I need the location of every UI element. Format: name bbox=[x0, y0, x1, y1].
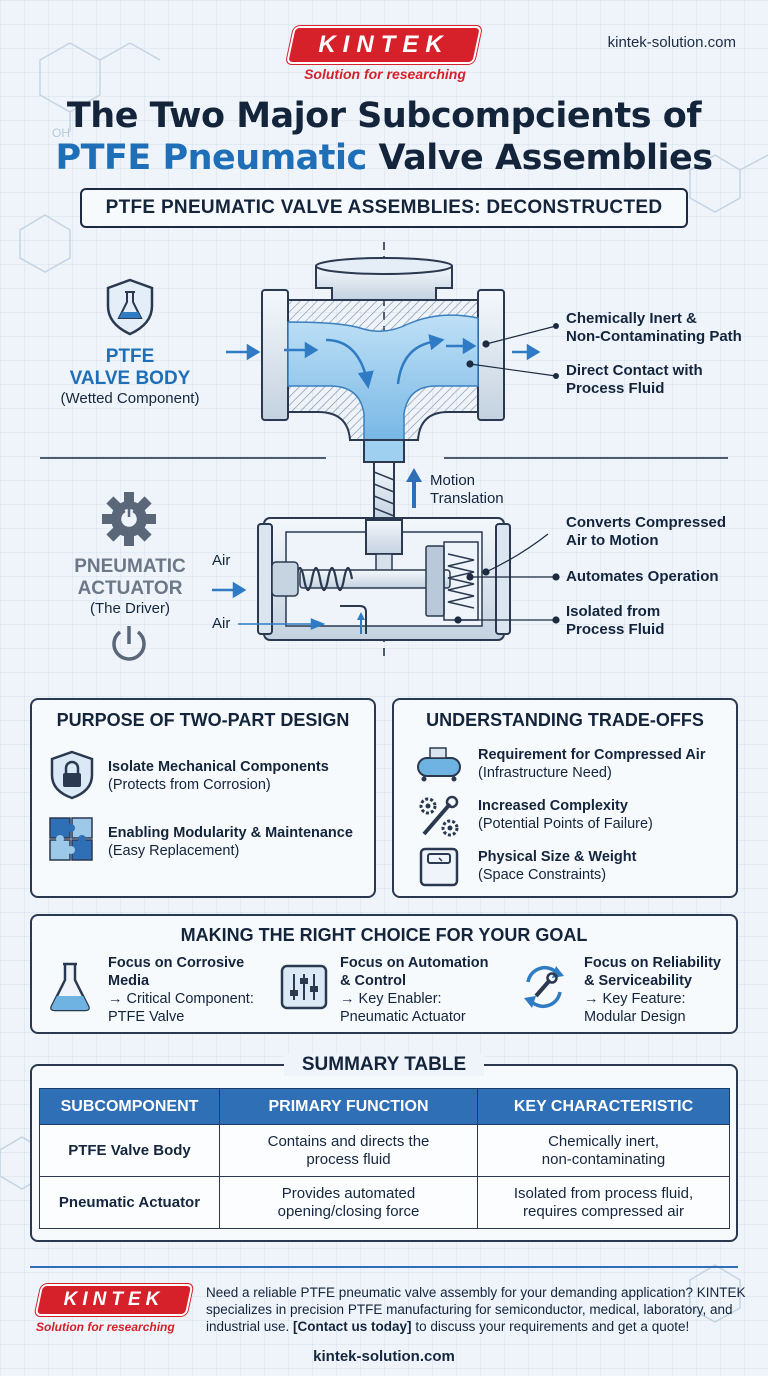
page-title-line2 bbox=[0, 138, 768, 178]
kintek-logo[interactable] bbox=[292, 28, 476, 62]
actuator-callout-3: Isolated from Process Fluid bbox=[566, 603, 665, 638]
tradeoff-item-1-sub: (Infrastructure Need) bbox=[478, 765, 612, 781]
gears-wrench-icon bbox=[416, 794, 462, 838]
footer-kintek-logo[interactable] bbox=[40, 1286, 188, 1314]
valve-callout-1: Chemically Inert & Non-Contaminating Path bbox=[566, 310, 742, 345]
subtitle-banner: PTFE PNEUMATIC VALVE ASSEMBLIES: DECONSTRUCTED bbox=[80, 188, 688, 228]
purpose-item-2-sub: (Easy Replacement) bbox=[108, 843, 240, 859]
title-rest: Valve Assemblies bbox=[366, 138, 713, 178]
valve-body-name-line2: VALVE BODY bbox=[69, 368, 191, 389]
footer-website-link[interactable]: kintek-solution.com bbox=[313, 1348, 455, 1365]
tradeoff-item-1-title: Requirement for Compressed Air bbox=[478, 747, 706, 763]
choice-item-2-sub: → Key Enabler: Pneumatic Actuator bbox=[340, 991, 466, 1025]
choice-item-2-title: Focus on Automation & Control bbox=[340, 955, 489, 989]
tradeoff-item-3-sub: (Space Constraints) bbox=[478, 867, 607, 883]
logo-tagline: Solution for researching bbox=[304, 66, 466, 82]
valve-body-name-line1: PTFE bbox=[105, 346, 155, 367]
valve-callout-2: Direct Contact with Process Fluid bbox=[566, 362, 703, 397]
valve-body-sub: (Wetted Component) bbox=[60, 390, 200, 407]
footer-logo-tagline: Solution for researching bbox=[36, 1320, 175, 1334]
choice-item-1-sub: → Critical Component: PTFE Valve bbox=[108, 991, 254, 1025]
website-link[interactable]: kintek-solution.com bbox=[607, 34, 736, 51]
choice-item-1-title: Focus on Corrosive Media bbox=[108, 955, 245, 989]
page-title-line1: The Two Major Subcompcients of bbox=[66, 96, 702, 136]
compressor-icon bbox=[414, 744, 464, 782]
actuator-sub: (The Driver) bbox=[89, 600, 170, 617]
gear-icon bbox=[100, 490, 158, 548]
flask-shield-icon bbox=[104, 278, 156, 336]
motion-label: Motion Translation bbox=[430, 472, 504, 507]
table-cell: PTFE Valve Body bbox=[40, 1125, 220, 1177]
choice-title: MAKING THE RIGHT CHOICE FOR YOUR GOAL bbox=[180, 925, 588, 945]
table-cell: Provides automated opening/closing force bbox=[220, 1177, 478, 1229]
choice-item-3-sub: → Key Feature: Modular Design bbox=[584, 991, 686, 1025]
title-accent: PTFE Pneumatic bbox=[55, 138, 367, 178]
purpose-item-1-title: Isolate Mechanical Components bbox=[108, 759, 329, 775]
air-label-1: Air bbox=[212, 552, 231, 569]
table-header-cell: PRIMARY FUNCTION bbox=[220, 1089, 478, 1125]
summary-table-wrap bbox=[39, 1088, 730, 1229]
summary-table bbox=[39, 1088, 730, 1229]
purpose-item-2-title: Enabling Modularity & Maintenance bbox=[108, 825, 353, 841]
purpose-title: PURPOSE OF TWO-PART DESIGN bbox=[56, 710, 350, 730]
table-cell: Isolated from process fluid, requires compressed air bbox=[478, 1177, 730, 1229]
logo-text: KINTEK bbox=[318, 31, 450, 58]
contact-link[interactable]: [Contact us today] bbox=[293, 1319, 412, 1334]
table-header-row bbox=[40, 1089, 730, 1125]
tradeoff-item-2-title: Increased Complexity bbox=[478, 798, 628, 814]
footer-divider bbox=[30, 1266, 738, 1268]
sliders-icon bbox=[280, 964, 328, 1010]
purpose-item-1-sub: (Protects from Corrosion) bbox=[108, 777, 271, 793]
choice-item-3-title: Focus on Reliability & Serviceability bbox=[584, 955, 721, 989]
summary-title: SUMMARY TABLE bbox=[284, 1054, 484, 1076]
actuator-name-line1: PNEUMATIC bbox=[74, 556, 186, 577]
tradeoffs-title: UNDERSTANDING TRADE-OFFS bbox=[426, 710, 704, 730]
table-cell: Pneumatic Actuator bbox=[40, 1177, 220, 1229]
actuator-name-line2: ACTUATOR bbox=[77, 578, 183, 599]
tradeoff-item-3-title: Physical Size & Weight bbox=[478, 849, 637, 865]
scale-icon bbox=[418, 846, 460, 888]
wrench-cycle-icon bbox=[518, 962, 570, 1012]
table-row bbox=[40, 1125, 730, 1177]
lock-shield-icon bbox=[48, 750, 96, 800]
svg-text:OH: OH bbox=[52, 126, 70, 140]
footer-cta: Need a reliable PTFE pneumatic valve assembly for your demanding application? KINTEK specializes in precision PTFE manufacturing for semiconductor, medical, laboratory, and industrial use. [Contact us today] to discuss your requirements and get a quote! bbox=[206, 1285, 746, 1334]
power-icon bbox=[108, 622, 150, 664]
table-cell: Contains and directs the process fluid bbox=[220, 1125, 478, 1177]
actuator-callout-2: Automates Operation bbox=[566, 568, 719, 585]
tradeoff-item-2-sub: (Potential Points of Failure) bbox=[478, 816, 653, 832]
footer-logo-text: KINTEK bbox=[63, 1289, 165, 1310]
puzzle-icon bbox=[48, 816, 96, 862]
flask-icon bbox=[48, 960, 92, 1014]
table-row bbox=[40, 1177, 730, 1229]
table-cell: Chemically inert, non-contaminating bbox=[478, 1125, 730, 1177]
air-label-2: Air bbox=[212, 615, 231, 632]
table-header-cell: SUBCOMPONENT bbox=[40, 1089, 220, 1125]
table-header-cell: KEY CHARACTERISTIC bbox=[478, 1089, 730, 1125]
actuator-callout-1: Converts Compressed Air to Motion bbox=[566, 514, 727, 549]
